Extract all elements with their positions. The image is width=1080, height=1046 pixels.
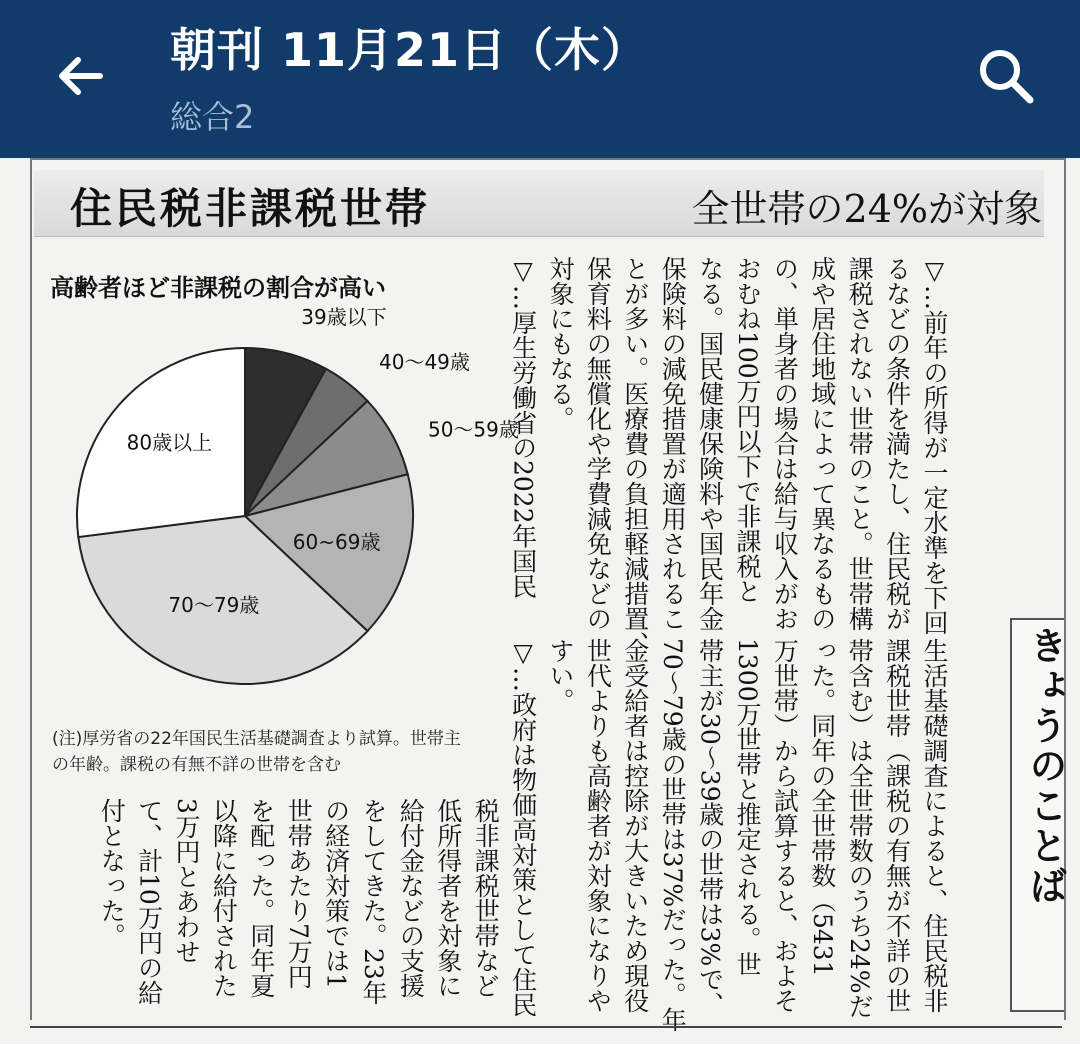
- column-label: きょうのことば: [1023, 626, 1067, 906]
- text-column: 世代よりも高齢者が対象になりや: [583, 638, 613, 1013]
- arrow-left-icon[interactable]: [48, 44, 112, 108]
- text-column: 低所得者を対象に: [433, 798, 463, 998]
- text-column: 世帯あたり7万円: [284, 798, 314, 989]
- text-column: 成や居住地域によって異なるもの: [807, 256, 837, 631]
- text-column: 給付金などの支援: [396, 798, 426, 998]
- text-column: をしてきた。23年: [359, 798, 388, 1005]
- text-column: 保育料の無償化や学費減免などの: [583, 256, 613, 631]
- text-column: 課税世帯（課税の有無が不詳の世: [882, 638, 912, 1013]
- column-label-box: [1010, 618, 1067, 1012]
- app-bar: [0, 0, 1080, 158]
- text-column: ▽…厚生労働省の2022年国民: [508, 256, 538, 599]
- text-column: すい。: [546, 638, 575, 713]
- pie-label: 70〜79歳: [168, 592, 260, 617]
- page-title: 朝刊 11月21日（木）: [170, 23, 649, 77]
- text-column: 帯主が30〜39歳の世帯は3%で、: [695, 638, 725, 1017]
- text-column: 付となった。: [97, 798, 127, 948]
- text-column: 1300万世帯と推定される。世: [733, 638, 762, 977]
- chart-title: 高齢者ほど非課税の割合が高い: [50, 274, 386, 302]
- pie-label: 60~69歳: [292, 530, 381, 555]
- text-column: 帯含む）は全世帯数のうち24%だ: [845, 638, 875, 1019]
- pie-label: 50〜59歳: [427, 417, 519, 442]
- text-column: 3万円とあわせ: [172, 798, 201, 964]
- text-column: 金受給者は控除が大きいため現役: [620, 638, 650, 1013]
- text-column: 生活基礎調査によると、住民税非: [920, 638, 949, 1013]
- page-subtitle: 総合2: [170, 98, 255, 136]
- text-column: とが多い。医療費の負担軽減措置、: [620, 256, 650, 656]
- text-column: 対象にもなる。: [546, 256, 575, 431]
- text-column: を配った。同年夏: [246, 798, 276, 998]
- text-column: るなどの条件を満たし、住民税が: [882, 256, 912, 631]
- text-column: の経済対策では1: [321, 798, 351, 989]
- search-icon[interactable]: [968, 38, 1048, 118]
- article-headline: 住民税非課税世帯: [70, 184, 431, 233]
- text-column: 課税されない世帯のこと。世帯構: [845, 256, 875, 631]
- pie-label: 40〜49歳: [379, 350, 470, 375]
- pie-label: 39歳以下: [301, 304, 387, 329]
- newspaper-page: [0, 158, 1080, 1044]
- text-column: の、単身者の場合は給与収入がお: [770, 256, 800, 631]
- text-column: なる。国民健康保険料や国民年金: [695, 256, 725, 631]
- text-column: 70〜79歳の世帯は37%だった。年: [658, 638, 688, 1033]
- text-column: った。同年の全世帯数（5431: [807, 638, 837, 977]
- pie-chart: [40, 304, 519, 728]
- next-article-border: [30, 1026, 1062, 1046]
- text-column: 以降に給付された: [209, 798, 239, 998]
- chart-note: (注)厚労省の22年国民生活基礎調査より試算。世帯主の年齢。課税の有無不詳の世帯を含む: [52, 729, 461, 775]
- pie-label: 80歳以上: [126, 430, 213, 455]
- text-column: 万世帯）から試算すると、およそ: [770, 638, 800, 1013]
- article-header: [34, 170, 1044, 237]
- text-column: ▽…政府は物価高対策として住民: [508, 638, 538, 1017]
- text-column: て、計10万円の給: [134, 798, 164, 1005]
- text-column: 保険料の減免措置が適用されるこ: [658, 256, 688, 631]
- text-column: ▽…前年の所得が一定水準を下回: [920, 256, 949, 635]
- text-column: 税非課税世帯など: [471, 798, 501, 998]
- text-column: おむね100万円以下で非課税と: [733, 256, 762, 604]
- article-subhead: 全世帯の24%が対象: [691, 187, 1042, 231]
